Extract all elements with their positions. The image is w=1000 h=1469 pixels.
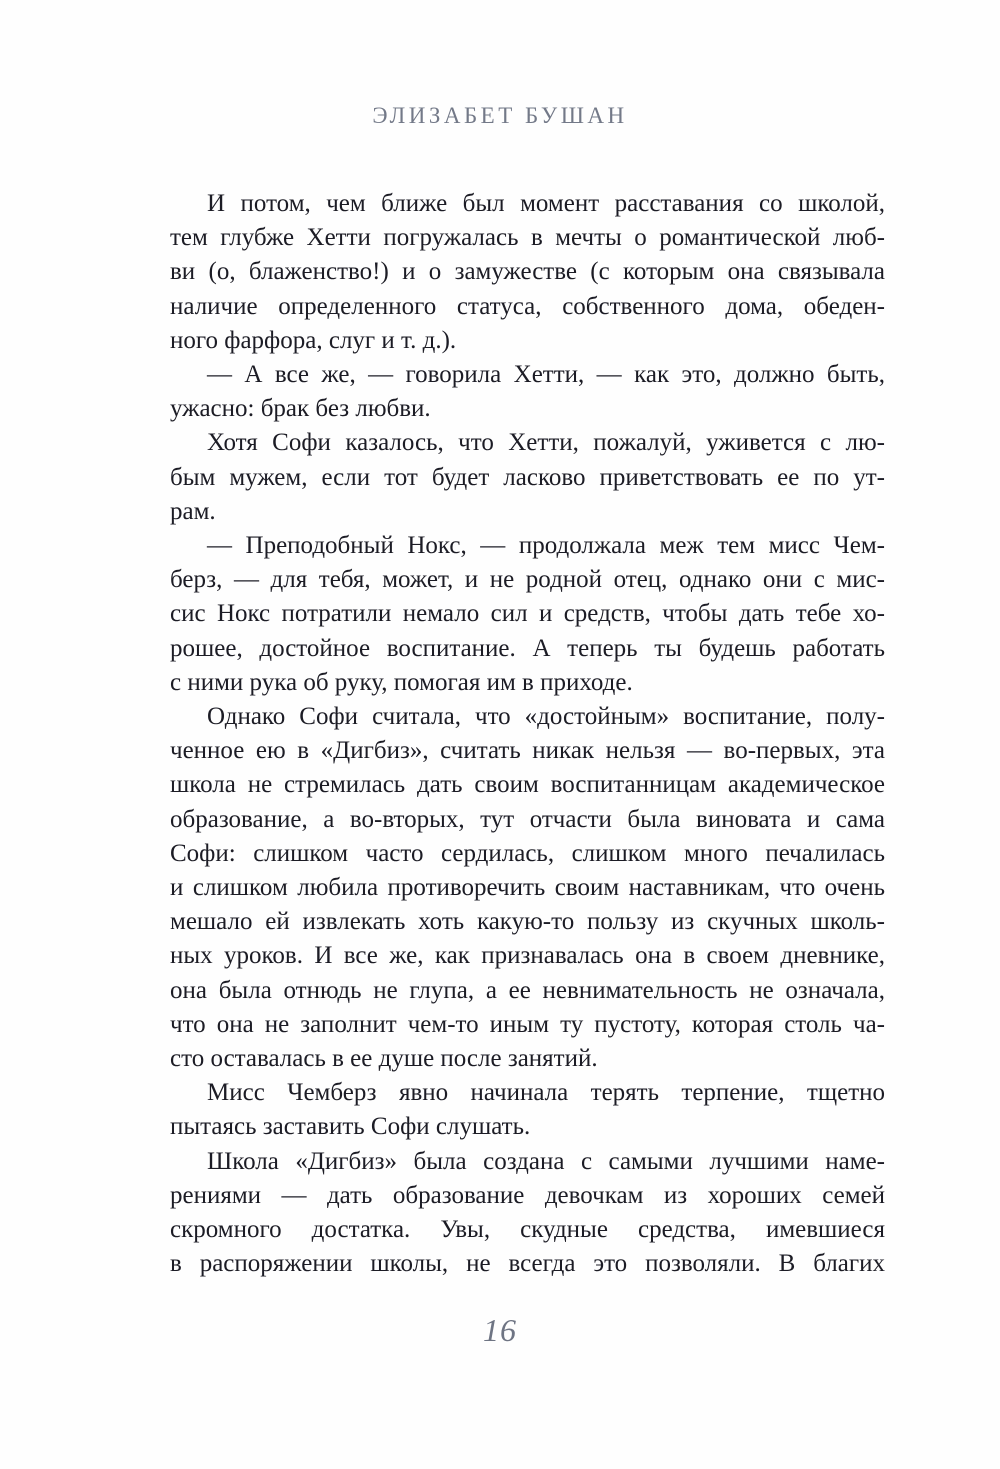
paragraph	[170, 1145, 885, 1282]
text-line: с ними рука об руку, помогая им в приходе.	[170, 668, 633, 696]
text-line: школа не стремилась дать своим воспитанницам академическое	[170, 771, 885, 799]
text-line: рам.	[170, 497, 216, 525]
paragraph	[170, 700, 885, 1076]
text-line: и слишком любила противоречить своим наставникам, что очень	[170, 874, 885, 902]
paragraph	[170, 1076, 885, 1144]
text-line: рениями — дать образование девочкам из хороших семей	[170, 1181, 885, 1209]
text-line: сис Нокс потратили немало сил и средств, чтобы дать тебе хо-	[170, 600, 885, 628]
text-line: бым мужем, если тот будет ласково приветствовать ее по ут-	[170, 463, 885, 491]
paragraph	[170, 358, 885, 426]
text-line: пытаясь заставить Софи слушать.	[170, 1113, 531, 1141]
text-line: берз, — для тебя, может, и не родной отец, однако они с мис-	[170, 566, 885, 594]
text-line: рошее, достойное воспитание. А теперь ты будешь работать	[170, 634, 885, 662]
text-line: в распоряжении школы, не всегда это позволяли. В благих	[170, 1250, 885, 1278]
paragraph	[170, 187, 885, 358]
text-line: ченное ею в «Дигбиз», считать никак нельзя — во-первых, эта	[170, 737, 885, 765]
text-line: ных уроков. И все же, как признавалась она в своем дневнике,	[170, 942, 885, 970]
text-line: сто оставалась в ее душе после занятий.	[170, 1045, 598, 1073]
text-line: — А все же, — говорила Хетти, — как это, должно быть,	[207, 361, 885, 389]
page-number: 16	[483, 1312, 517, 1348]
text-line: ви (о, блаженство!) и о замужестве (с которым она связывала	[170, 258, 885, 286]
paragraph	[170, 529, 885, 700]
body-text	[170, 187, 885, 1282]
text-line: тем глубже Хетти погружалась в мечты о романтической люб-	[170, 224, 885, 252]
running-header: ЭЛИЗАБЕТ БУШАН	[372, 103, 628, 128]
text-line: образование, а во-вторых, тут отчасти была виновата и сама	[170, 805, 885, 833]
text-line: — Преподобный Нокс, — продолжала меж тем мисс Чем-	[207, 532, 885, 560]
text-line: Мисс Чемберз явно начинала терять терпение, тщетно	[207, 1079, 885, 1107]
text-line: Школа «Дигбиз» была создана с самыми лучшими наме-	[207, 1147, 885, 1175]
text-line: ужасно: брак без любви.	[170, 395, 431, 423]
text-line: скромного достатка. Увы, скудные средства, имевшиеся	[170, 1216, 885, 1244]
text-line: Хотя Софи казалось, что Хетти, пожалуй, уживется с лю-	[207, 429, 885, 457]
paragraph	[170, 426, 885, 529]
text-line: И потом, чем ближе был момент расставания со школой,	[207, 190, 885, 217]
text-line: Однако Софи считала, что «достойным» воспитание, полу-	[207, 703, 885, 731]
text-line: наличие определенного статуса, собственного дома, обеден-	[170, 292, 885, 320]
text-line: ного фарфора, слуг и т. д.).	[170, 326, 457, 354]
text-line: она была отнюдь не глупа, а ее невнимательность не означала,	[170, 976, 885, 1004]
text-line: мешало ей извлекать хоть какую-то пользу из скучных школь-	[170, 908, 885, 936]
text-line: Софи: слишком часто сердилась, слишком много печалилась	[170, 839, 885, 867]
text-line: что она не заполнит чем-то иным ту пустоту, которая столь ча-	[170, 1010, 885, 1038]
